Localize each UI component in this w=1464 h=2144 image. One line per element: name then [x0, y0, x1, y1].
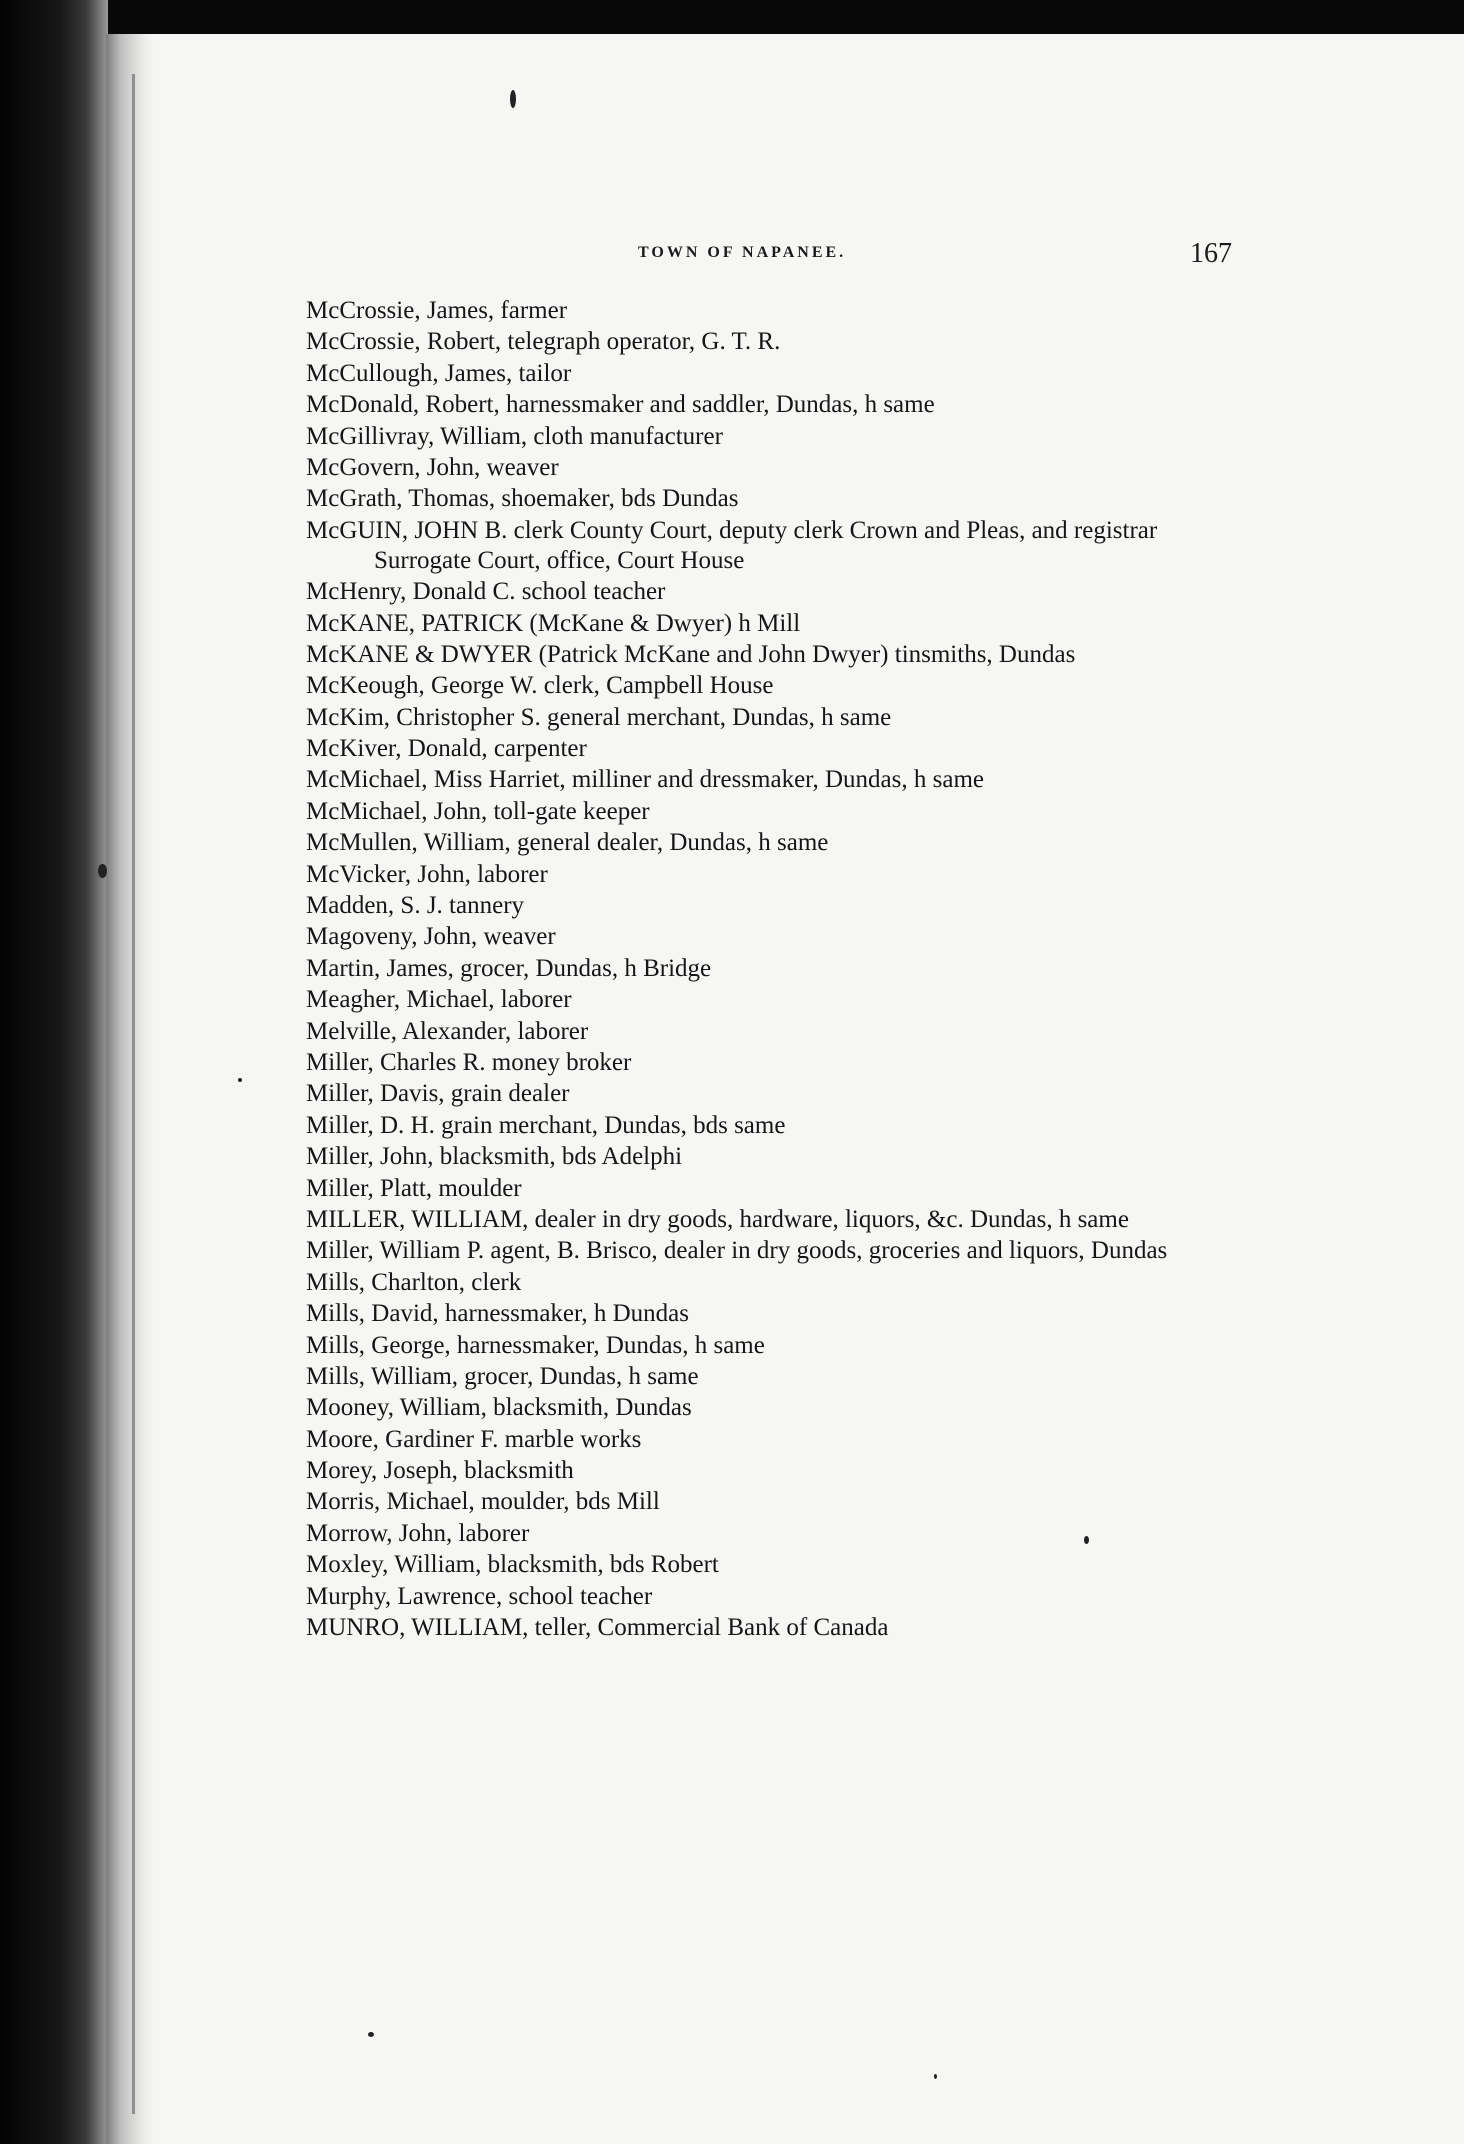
ink-speck — [368, 2032, 374, 2037]
directory-entry: McGrath, Thomas, shoemaker, bds Dundas — [306, 485, 739, 513]
directory-entry: Mills, Charlton, clerk — [306, 1268, 522, 1296]
directory-entry: McMullen, William, general dealer, Dundas, h same — [306, 829, 829, 857]
directory-entry: McGovern, John, weaver — [306, 453, 559, 481]
directory-entry: McMichael, Miss Harriet, milliner and dressmaker, Dundas, h same — [306, 766, 984, 794]
page-header — [530, 238, 1250, 284]
directory-entry: Miller, Platt, moulder — [306, 1174, 522, 1202]
directory-entry: Miller, Davis, grain dealer — [306, 1080, 570, 1108]
directory-entry: McKeough, George W. clerk, Campbell House — [306, 672, 774, 700]
directory-entry: Mills, William, grocer, Dundas, h same — [306, 1362, 699, 1390]
page-number: 167 — [1190, 238, 1232, 269]
page-gutter-shadow — [106, 34, 154, 2144]
directory-entry: Miller, William P. agent, B. Brisco, dealer in dry goods, groceries and liquors, Dundas — [306, 1237, 1168, 1265]
directory-entry: Martin, James, grocer, Dundas, h Bridge — [306, 954, 712, 982]
directory-entry: McGillivray, William, cloth manufacturer — [306, 422, 723, 450]
directory-entry: McDonald, Robert, harnessmaker and saddler, Dundas, h same — [306, 391, 935, 419]
directory-entry: Miller, Charles R. money broker — [306, 1048, 632, 1076]
directory-entry: MILLER, WILLIAM, dealer in dry goods, hardware, liquors, &c. Dundas, h same — [306, 1205, 1129, 1233]
directory-entry: McCullough, James, tailor — [306, 359, 572, 387]
directory-list — [306, 296, 1256, 1644]
directory-entry: Morris, Michael, moulder, bds Mill — [306, 1488, 660, 1516]
directory-entry: Melville, Alexander, laborer — [306, 1017, 589, 1045]
directory-entry: McKANE, PATRICK (McKane & Dwyer) h Mill — [306, 609, 801, 637]
directory-entry: Moxley, William, blacksmith, bds Robert — [306, 1551, 719, 1579]
directory-entry: Murphy, Lawrence, school teacher — [306, 1582, 653, 1610]
directory-entry: Madden, S. J. tannery — [306, 892, 525, 920]
binding-edge — [132, 74, 135, 2114]
directory-entry: McCrossie, Robert, telegraph operator, G. T. R. — [306, 328, 781, 356]
directory-entry: Mooney, William, blacksmith, Dundas — [306, 1394, 692, 1422]
directory-entry: Mills, George, harnessmaker, Dundas, h same — [306, 1331, 765, 1359]
running-head: TOWN OF NAPANEE. — [638, 244, 847, 261]
directory-entry: McKiver, Donald, carpenter — [306, 735, 587, 763]
scan-left-border — [0, 0, 108, 2144]
directory-entry: Meagher, Michael, laborer — [306, 986, 572, 1014]
directory-entry: Morey, Joseph, blacksmith — [306, 1457, 574, 1485]
directory-entry: Magoveny, John, weaver — [306, 923, 556, 951]
directory-entry: Moore, Gardiner F. marble works — [306, 1425, 642, 1453]
directory-entry: MUNRO, WILLIAM, teller, Commercial Bank of Canada — [306, 1614, 889, 1642]
directory-entry: McHenry, Donald C. school teacher — [306, 578, 666, 606]
directory-entry: McCrossie, James, farmer — [306, 297, 568, 324]
directory-entry: McKim, Christopher S. general merchant, Dundas, h same — [306, 703, 892, 731]
directory-entry: McKANE & DWYER (Patrick McKane and John Dwyer) tinsmiths, Dundas — [306, 640, 1076, 668]
directory-entry: McVicker, John, laborer — [306, 860, 548, 888]
directory-entry: Mills, David, harnessmaker, h Dundas — [306, 1300, 689, 1328]
ink-speck — [238, 1078, 242, 1082]
ink-speck — [510, 90, 516, 108]
directory-entry: Morrow, John, laborer — [306, 1519, 530, 1547]
directory-entry: Miller, D. H. grain merchant, Dundas, bds same — [306, 1111, 786, 1139]
ink-speck — [98, 864, 107, 878]
directory-entry: McGUIN, JOHN B. clerk County Court, deputy clerk Crown and Pleas, and registrar Surrogate Court, office, Court House — [306, 516, 1158, 574]
directory-entry: Miller, John, blacksmith, bds Adelphi — [306, 1143, 683, 1171]
directory-entry: McMichael, John, toll-gate keeper — [306, 797, 650, 825]
ink-speck — [934, 2074, 937, 2079]
